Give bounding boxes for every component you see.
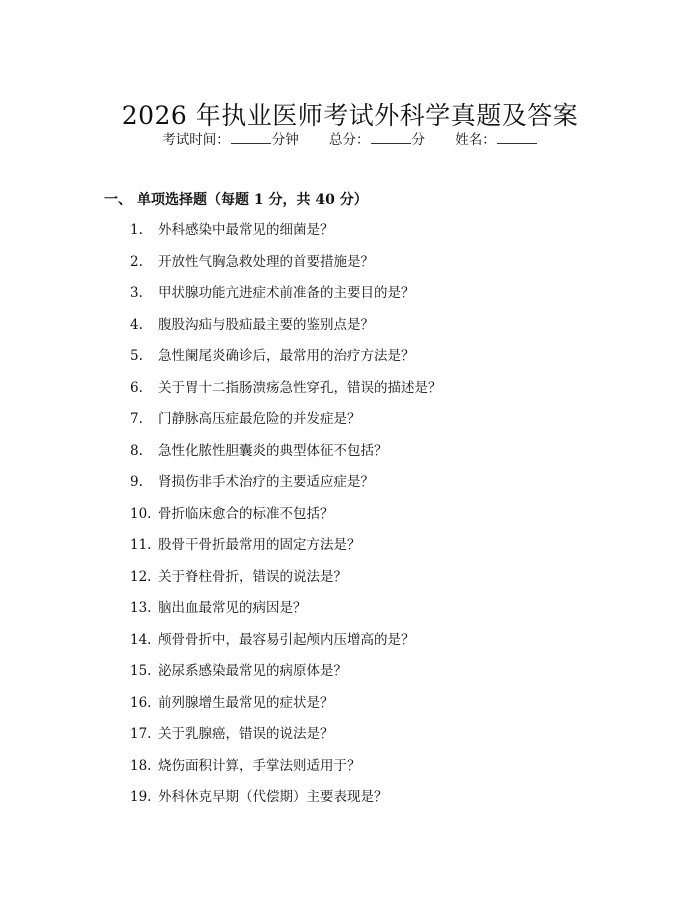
question-item [130, 787, 442, 819]
question-text: 股骨干骨折最常用的固定方法是？ [158, 537, 361, 553]
total-score-blank [371, 131, 411, 144]
question-item [130, 441, 442, 473]
question-item [130, 661, 442, 693]
question-number: 6. [130, 379, 143, 396]
question-item [130, 378, 442, 410]
question-text: 骨折临床愈合的标准不包括？ [158, 505, 334, 522]
total-score-unit: 分 [411, 132, 425, 148]
section-title: 单项选择题（每题 1 分，共 40 分） [137, 192, 368, 208]
question-number: 3. [130, 285, 143, 301]
question-number: 2. [130, 253, 143, 270]
name-label: 姓名： [455, 132, 496, 148]
question-item [130, 409, 442, 441]
question-text: 肾损伤非手术治疗的主要适应症是？ [158, 474, 374, 490]
question-text: 急性阑尾炎确诊后，最常用的治疗方法是？ [158, 348, 415, 364]
question-text: 甲状腺功能亢进症术前准备的主要目的是？ [158, 285, 415, 301]
question-number: 9. [130, 474, 143, 490]
exam-info-line [0, 130, 700, 150]
question-number: 5. [130, 348, 143, 364]
question-number: 19. [130, 789, 152, 805]
question-text: 脑出血最常见的病因是？ [158, 600, 307, 616]
question-text: 前列腺增生最常见的症状是？ [158, 694, 334, 711]
question-text: 腹股沟疝与股疝最主要的鉴别点是？ [158, 316, 374, 333]
question-text: 泌尿系感染最常见的病原体是？ [158, 663, 347, 679]
total-score-label: 总分： [329, 132, 370, 148]
question-number: 8. [130, 442, 143, 459]
question-item [130, 220, 442, 252]
question-number: 7. [130, 411, 143, 427]
total-score-field [329, 130, 425, 150]
question-number: 13. [130, 600, 152, 616]
question-text: 门静脉高压症最危险的并发症是？ [158, 411, 361, 427]
question-number: 15. [130, 663, 152, 679]
question-item [130, 756, 442, 788]
question-text: 外科感染中最常见的细菌是？ [158, 222, 334, 238]
question-number: 17. [130, 726, 152, 742]
question-item [130, 346, 442, 378]
question-text: 烧伤面积计算，手掌法则适用于？ [158, 757, 361, 774]
question-item [130, 252, 442, 284]
question-item [130, 630, 442, 662]
question-item [130, 567, 442, 599]
question-item [130, 598, 442, 630]
question-item [130, 472, 442, 504]
question-number: 12. [130, 568, 152, 585]
question-item [130, 724, 442, 756]
section-heading [104, 190, 368, 210]
question-number: 4. [130, 316, 143, 333]
question-number: 1. [130, 222, 143, 238]
question-text: 颅骨骨折中，最容易引起颅内压增高的是？ [158, 631, 415, 648]
question-text: 开放性气胸急救处理的首要措施是？ [158, 253, 374, 270]
question-number: 16. [130, 694, 152, 711]
question-number: 18. [130, 757, 152, 774]
question-item [130, 315, 442, 347]
question-text: 关于乳腺癌，错误的说法是？ [158, 726, 334, 742]
exam-time-field [162, 130, 299, 150]
page-title: 2026 年执业医师考试外科学真题及答案 [121, 100, 579, 130]
exam-time-blank [231, 131, 271, 144]
name-blank [497, 131, 537, 144]
question-text: 关于胃十二指肠溃疡急性穿孔，错误的描述是？ [158, 379, 442, 396]
section-number: 一、 [104, 192, 132, 208]
question-list [130, 220, 442, 819]
exam-time-label: 考试时间： [162, 132, 230, 148]
question-item [130, 693, 442, 725]
question-item [130, 504, 442, 536]
question-item [130, 283, 442, 315]
name-field [455, 130, 538, 150]
question-text: 急性化脓性胆囊炎的典型体征不包括？ [158, 442, 388, 459]
question-text: 外科休克早期（代偿期）主要表现是？ [158, 789, 388, 805]
question-number: 10. [130, 505, 152, 522]
question-number: 11. [130, 537, 152, 553]
question-item [130, 535, 442, 567]
question-text: 关于脊柱骨折，错误的说法是？ [158, 568, 347, 585]
question-number: 14. [130, 631, 152, 648]
exam-time-unit: 分钟 [271, 132, 299, 148]
